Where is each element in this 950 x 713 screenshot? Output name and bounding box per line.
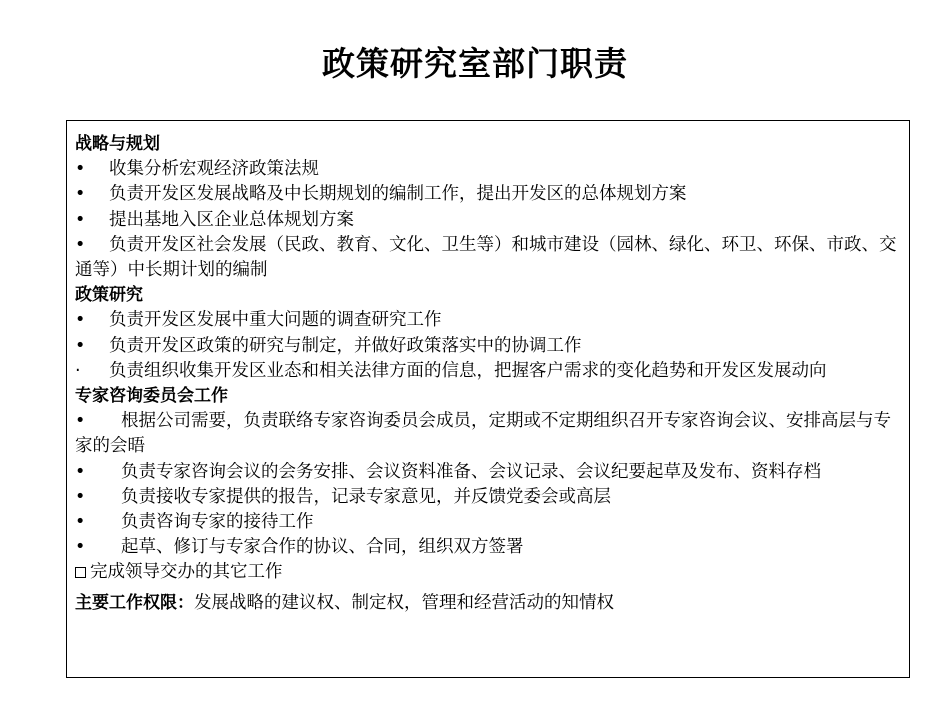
other-task-text: 完成领导交办的其它工作 [90,562,283,583]
item-text: 负责开发区发展中重大问题的调查研究工作 [109,310,442,331]
item-text: 负责开发区发展战略及中长期规划的编制工作，提出开发区的总体规划方案 [109,184,687,205]
list-item [75,182,899,207]
item-text: 提出基地入区企业总体规划方案 [109,209,354,230]
bullet: • [75,310,86,331]
section-heading-expert-committee: 专家咨询委员会工作 [75,386,228,407]
bullet: • [75,512,86,533]
item-text: 根据公司需要，负责联络专家咨询委员会成员，定期或不定期组织召开专家咨询会议、安排高层与专家的会晤 [75,411,891,457]
bullet: · [75,360,81,381]
list-item [75,157,899,182]
bullet: • [75,234,86,255]
bullet: • [75,461,86,482]
item-text: 负责接收专家提供的报告，记录专家意见，并反馈党委会或高层 [121,486,611,507]
responsibilities-box [66,120,910,678]
bullet: • [75,335,86,356]
authority-text: 发展战略的建议权、制定权，管理和经营活动的知情权 [194,592,614,613]
list-item [75,460,899,485]
section-heading-policy: 政策研究 [75,285,143,306]
list-item [75,334,899,359]
section-heading-strategy: 战略与规划 [75,134,160,154]
list-item [75,359,899,384]
bullet: • [75,184,86,205]
bullet: • [75,411,86,432]
item-text: 负责组织收集开发区业态和相关法律方面的信息，把握客户需求的变化趋势和开发区发展动向 [109,360,827,381]
bullet: • [75,159,86,180]
list-item [75,485,899,510]
checkbox-square-icon [75,567,86,578]
list-item [75,233,899,283]
item-text: 起草、修订与专家合作的协议、合同，组织双方签署 [121,537,524,558]
bullet: • [75,537,86,558]
list-item [75,208,899,233]
list-item [75,510,899,535]
page-title: 政策研究室部门职责 [322,44,628,83]
item-text: 负责专家咨询会议的会务安排、会议资料准备、会议记录、会议纪要起草及发布、资料存档 [121,461,821,482]
item-text: 收集分析宏观经济政策法规 [109,159,319,180]
responsibilities-content [75,132,899,616]
bullet: • [75,486,86,507]
other-task-item [75,560,899,585]
item-text: 负责开发区政策的研究与制定，并做好政策落实中的协调工作 [109,335,582,356]
authority-label: 主要工作权限： [75,592,194,613]
bullet: • [75,209,86,230]
item-text: 负责咨询专家的接待工作 [121,512,314,533]
list-item [75,409,899,459]
list-item [75,308,899,333]
item-text: 负责开发区社会发展（民政、教育、文化、卫生等）和城市建设（园林、绿化、环卫、环保、市政、交通等）中长期计划的编制 [75,234,897,281]
authority-line [75,591,899,616]
list-item [75,535,899,560]
